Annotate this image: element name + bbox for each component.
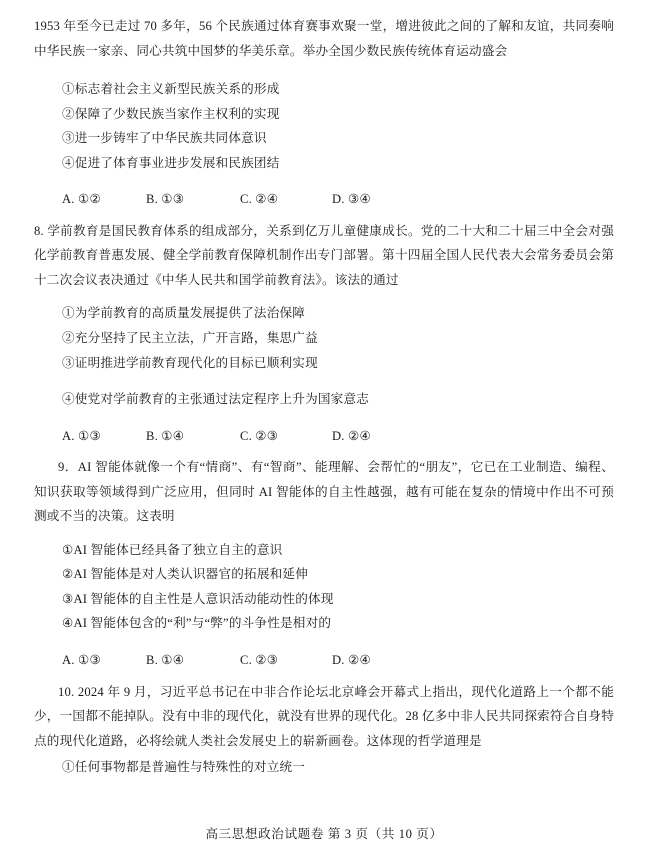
choice-c[interactable]: C. ②④ bbox=[240, 192, 279, 207]
choice-c[interactable]: C. ②③ bbox=[240, 428, 279, 443]
question-9-choices bbox=[34, 648, 614, 673]
choice-c[interactable]: C. ②③ bbox=[240, 653, 279, 668]
choice-a[interactable]: A. ①② bbox=[62, 192, 101, 207]
question-7-option-3: ③进一步铸牢了中华民族共同体意识 bbox=[62, 131, 267, 146]
spacer bbox=[34, 673, 614, 680]
question-7-stem: 1953 年至今已走过 70 多年，56 个民族通过体育赛事欢聚一堂，增进彼此之间的了解和友谊，共同奏响中华民族一家亲、同心共筑中国梦的华美乐章。举办全国少数民族传统体育运动盛会 bbox=[34, 19, 614, 58]
question-9-option-1: ①AI 智能体已经具备了独立自主的意识 bbox=[62, 542, 283, 557]
question-9-option-3: ③AI 智能体的自主性是人意识活动能动性的体现 bbox=[62, 591, 334, 606]
spacer bbox=[34, 294, 614, 301]
question-10-stem: 10. 2024 年 9 月，习近平总书记在中非合作论坛北京峰会开幕式上指出，现代化道路上一个都不能少，一国都不能掉队。没有中非的现代化，就没有世界的现代化。28 亿多中非人民共同探索符合自身特点的现代化道路，必将绘就人类社会发展史上的崭新画卷。这体现的哲学道理是 bbox=[34, 684, 614, 748]
choice-d[interactable]: D. ②④ bbox=[332, 428, 371, 443]
question-7-choices bbox=[34, 187, 614, 212]
spacer bbox=[34, 65, 614, 77]
question-7-option-2: ②保障了少数民族当家作主权利的实现 bbox=[62, 106, 280, 121]
choice-a[interactable]: A. ①③ bbox=[62, 428, 101, 443]
question-8-option-3: ③证明推进学前教育现代化的目标已顺利实现 bbox=[62, 355, 318, 370]
choice-a[interactable]: A. ①③ bbox=[62, 653, 101, 668]
question-8-stem: 8. 学前教育是国民教育体系的组成部分，关系到亿万儿童健康成长。党的二十大和二十届三中全会对强化学前教育普惠发展、健全学前教育保障机制作出专门部署。第十四届全国人民代表大会常务委员会第十二次会议表决通过《中华人民共和国学前教育法》。该法的通过 bbox=[34, 223, 614, 287]
question-7-option-4: ④促进了体育事业进步发展和民族团结 bbox=[62, 155, 280, 170]
question-10-option-1: ①任何事物都是普遍性与特殊性的对立统一 bbox=[62, 760, 306, 775]
question-8-choices bbox=[34, 424, 614, 449]
question-8-option-4: ④使党对学前教育的主张通过法定程序上升为国家意志 bbox=[62, 392, 370, 407]
choice-b[interactable]: B. ①③ bbox=[146, 192, 185, 207]
spacer bbox=[34, 636, 614, 648]
question-8-option-1: ①为学前教育的高质量发展提供了法治保障 bbox=[62, 306, 306, 321]
spacer bbox=[34, 212, 614, 219]
question-9-stem: 9．AI 智能体就像一个有“情商”、有“智商”、能理解、会帮忙的“朋友”，它已在工业制造、编程、知识获取等领域得到广泛应用，但同时 AI 智能体的自主性越强，越有可能在复杂的情境中作出不可预测或不当的决策。这表明 bbox=[34, 460, 614, 524]
choice-b[interactable]: B. ①④ bbox=[146, 653, 185, 668]
choice-d[interactable]: D. ②④ bbox=[332, 653, 371, 668]
spacer bbox=[34, 375, 614, 387]
choice-b[interactable]: B. ①④ bbox=[146, 428, 185, 443]
spacer bbox=[34, 175, 614, 187]
spacer bbox=[34, 448, 614, 455]
page-footer: 高三思想政治试题卷 第 3 页（共 10 页） bbox=[205, 827, 443, 841]
spacer bbox=[34, 412, 614, 424]
choice-d[interactable]: D. ③④ bbox=[332, 192, 371, 207]
spacer bbox=[34, 531, 614, 538]
question-9-option-2: ②AI 智能体是对人类认识器官的拓展和延伸 bbox=[62, 567, 309, 582]
question-7-option-1: ①标志着社会主义新型民族关系的形成 bbox=[62, 82, 280, 97]
question-9-option-4: ④AI 智能体包含的“利”与“弊”的斗争性是相对的 bbox=[62, 616, 332, 631]
question-8-option-2: ②充分坚持了民主立法，广开言路，集思广益 bbox=[62, 331, 318, 346]
